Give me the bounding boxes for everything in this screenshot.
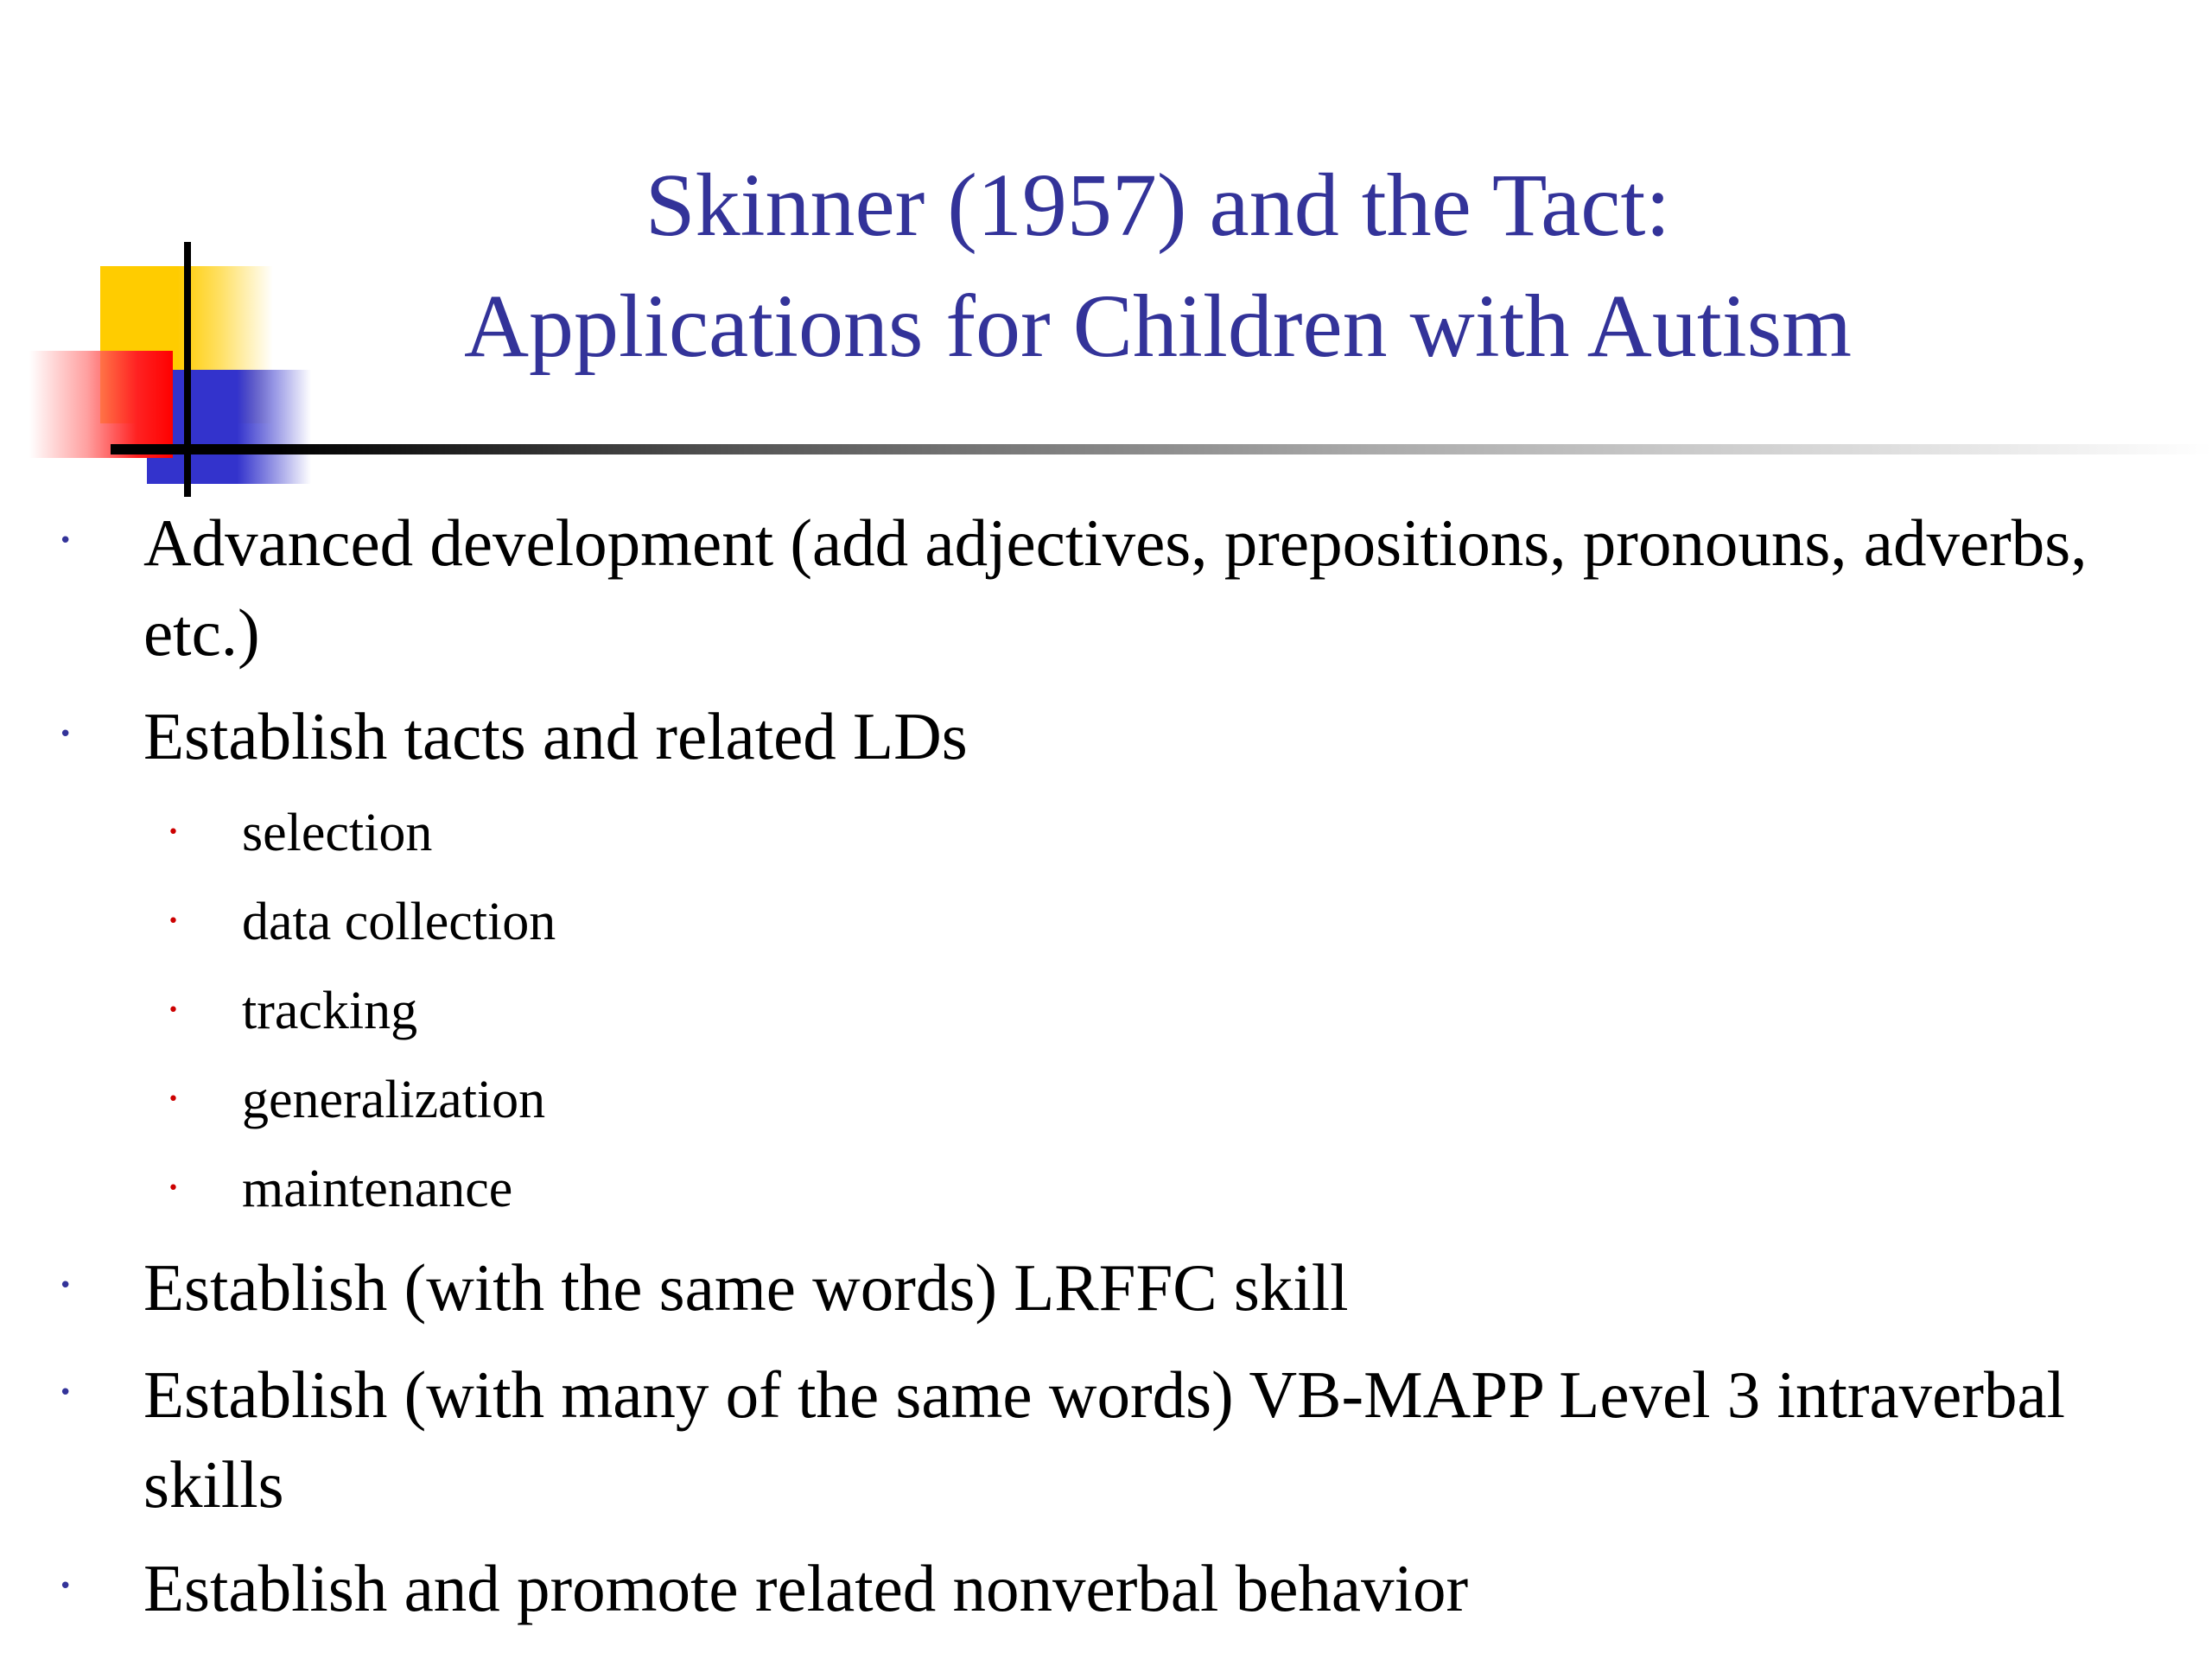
sub-list-item <box>168 887 1970 957</box>
bullet-marker: • <box>59 1380 73 1406</box>
bullet-marker: • <box>59 721 73 747</box>
list-item-text: Advanced development (add adjectives, prepositions, pronouns, adverbs, etc.) <box>143 505 2088 670</box>
list-item-text: Establish (with many of the same words) VB-MAPP Level 3 intraverbal skills <box>143 1357 2066 1522</box>
sub-list-item <box>168 798 1970 868</box>
title-underline-rule <box>111 444 2212 454</box>
decorative-red-square <box>29 351 173 458</box>
bullet-marker: • <box>59 528 73 554</box>
list-item-text: Establish tacts and related LDs <box>143 699 968 773</box>
bullet-marker: • <box>59 1573 73 1599</box>
list-item <box>59 1350 2131 1529</box>
sub-list-item-text: generalization <box>242 1071 546 1129</box>
sub-bullet-marker: • <box>168 911 179 932</box>
sub-bullet-marker: • <box>168 1178 179 1199</box>
list-item-text: Establish (with the same words) LRFFC skill <box>143 1250 1349 1325</box>
slide-title-line-1: Skinner (1957) and the Tact: <box>645 156 1671 255</box>
sub-bullet-marker: • <box>168 1089 179 1110</box>
bullet-marker: • <box>59 1273 73 1299</box>
list-item <box>59 1243 2131 1332</box>
sub-list-item-text: tracking <box>242 982 418 1040</box>
sub-list-item-text: data collection <box>242 893 556 951</box>
sub-list-item <box>168 1154 1970 1224</box>
sub-list-item <box>168 1065 1970 1135</box>
list-item-text: Establish and promote related nonverbal behavior <box>143 1551 1469 1625</box>
slide-title <box>285 145 2031 387</box>
list-item <box>59 1543 2131 1633</box>
sub-list-item-text: selection <box>242 804 433 862</box>
list-item <box>59 498 2131 677</box>
sub-bullet-marker: • <box>168 1000 179 1021</box>
decorative-vertical-line <box>184 242 191 497</box>
list-item <box>59 691 2131 781</box>
slide-title-line-2: Applications for Children with Autism <box>463 276 1853 376</box>
sub-bullet-marker: • <box>168 822 179 843</box>
sub-list-item <box>168 976 1970 1046</box>
sub-list-item-text: maintenance <box>242 1160 513 1218</box>
